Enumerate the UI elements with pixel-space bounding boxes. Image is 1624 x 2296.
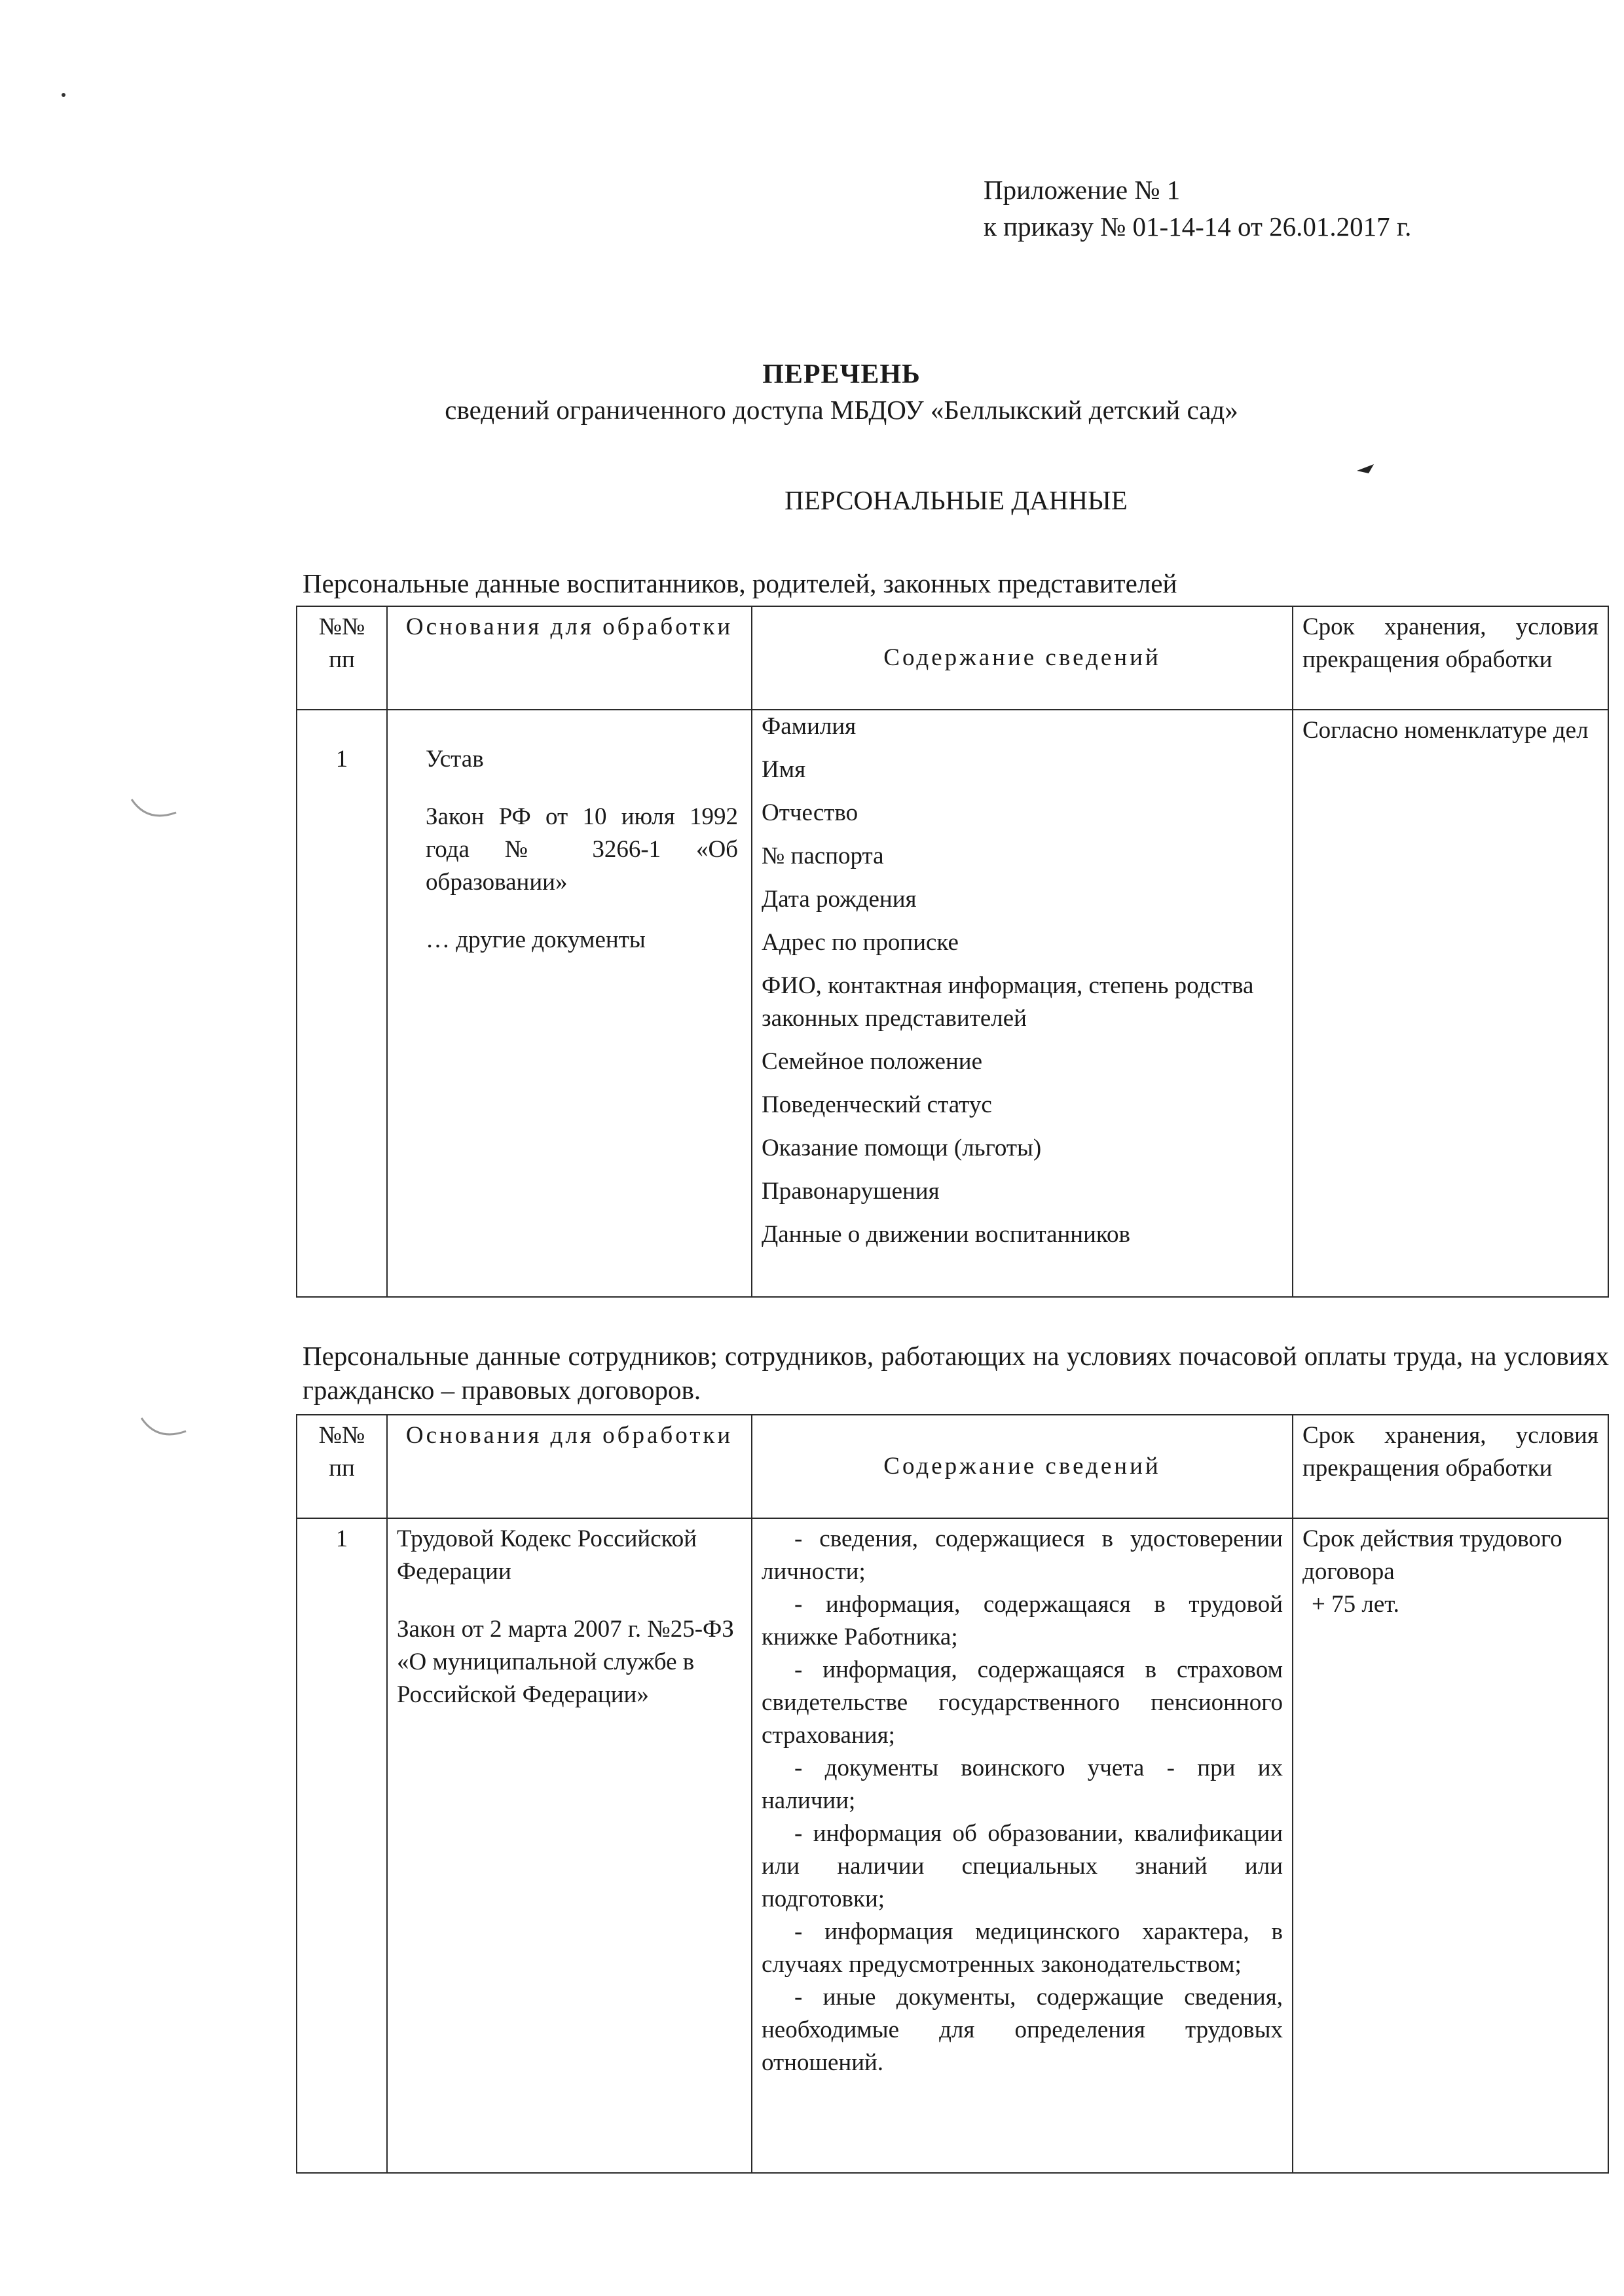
list-item: ФИО, контактная информация, степень родства законных представителей (762, 972, 1254, 1032)
basis-item: Закон от 2 марта 2007 г. №25-ФЗ «О муниципальной службе в Российской Федерации» (397, 1616, 734, 1708)
row-term (1293, 1518, 1608, 2173)
column-header-term: Срок хранения, условия прекращения обработки (1293, 1415, 1608, 1518)
column-header-term: Срок хранения, условия прекращения обработки (1293, 606, 1608, 710)
pupils-data-table (296, 606, 1609, 1298)
column-header-number: №№ пп (297, 1415, 387, 1518)
list-item: - иные документы, содержащие сведения, необходимые для определения трудовых отношений. (762, 1984, 1283, 2076)
term-item: Срок действия трудового договора (1302, 1525, 1562, 1585)
table1-caption: Персональные данные воспитанников, родителей, законных представителей (303, 568, 1177, 598)
punch-hole-mark-bottom (138, 1414, 190, 1447)
table-header-row (297, 606, 1608, 710)
list-item: Адрес по прописке (762, 929, 959, 956)
list-item: Семейное положение (762, 1048, 982, 1075)
basis-item: Устав (426, 746, 484, 773)
column-header-number: №№ пп (297, 606, 387, 710)
section-heading: ПЕРСОНАЛЬНЫЕ ДАННЫЕ (784, 485, 1128, 515)
basis-item: Закон РФ от 10 июля 1992 года № 3266-1 «Об образовании» (426, 803, 738, 896)
row-basis (387, 1518, 752, 2173)
table-header-row (297, 1415, 1608, 1518)
list-item: Оказание помощи (льготы) (762, 1135, 1042, 1161)
basis-item: … другие документы (426, 926, 646, 953)
list-item: Поведенческий статус (762, 1091, 992, 1118)
column-header-basis: Основания для обработки (387, 1415, 752, 1518)
column-header-basis: Основания для обработки (387, 606, 752, 710)
appendix-number: Приложение № 1 (984, 175, 1181, 205)
table-row (297, 1518, 1608, 2173)
column-header-content: Содержание сведений (752, 606, 1293, 710)
basis-item: Трудовой Кодекс Российской Федерации (397, 1525, 697, 1585)
scan-speck (60, 92, 67, 98)
punch-hole-mark-top (128, 795, 180, 828)
scan-speck (1356, 462, 1378, 476)
row-content (752, 1518, 1293, 2173)
list-item: Отчество (762, 799, 858, 826)
row-content (752, 710, 1293, 1297)
list-item: Имя (762, 756, 806, 783)
list-item: № паспорта (762, 843, 884, 869)
row-term: Согласно номенклатуре дел (1293, 710, 1608, 1297)
appendix-reference (984, 172, 1411, 245)
row-number: 1 (297, 1518, 387, 2173)
order-reference: к приказу № 01-14-14 от 26.01.2017 г. (984, 211, 1412, 242)
list-item: Данные о движении воспитанников (762, 1221, 1130, 1248)
column-header-content: Содержание сведений (752, 1415, 1293, 1518)
document-title: ПЕРЕЧЕНЬ (762, 359, 921, 390)
list-item: - информация, содержащаяся в страховом свидетельстве государственного пенсионного страхования; (762, 1656, 1283, 1749)
document-subtitle: сведений ограниченного доступа МБДОУ «Беллыкский детский сад» (445, 395, 1238, 425)
table-row (297, 710, 1608, 1297)
list-item: Фамилия (762, 713, 857, 740)
list-item: - информация, содержащаяся в трудовой книжке Работника; (762, 1591, 1283, 1650)
list-item: - информация медицинского характера, в случаях предусмотренных законодательством; (762, 1918, 1283, 1978)
list-item: - информация об образовании, квалификации или наличии специальных знаний или подготовки; (762, 1820, 1283, 1912)
row-number: 1 (297, 710, 387, 1297)
employees-data-table (296, 1414, 1609, 2174)
list-item: Правонарушения (762, 1178, 940, 1205)
table2-caption: Персональные данные сотрудников; сотрудников, работающих на условиях почасовой оплаты труда, на условиях гражданско – правовых договоров. (303, 1341, 1609, 1405)
term-item: + 75 лет. (1312, 1591, 1399, 1618)
list-item: - сведения, содержащиеся в удостоверении личности; (762, 1525, 1283, 1585)
row-basis (387, 710, 752, 1297)
list-item: Дата рождения (762, 886, 917, 913)
list-item: - документы воинского учета - при их наличии; (762, 1755, 1283, 1814)
